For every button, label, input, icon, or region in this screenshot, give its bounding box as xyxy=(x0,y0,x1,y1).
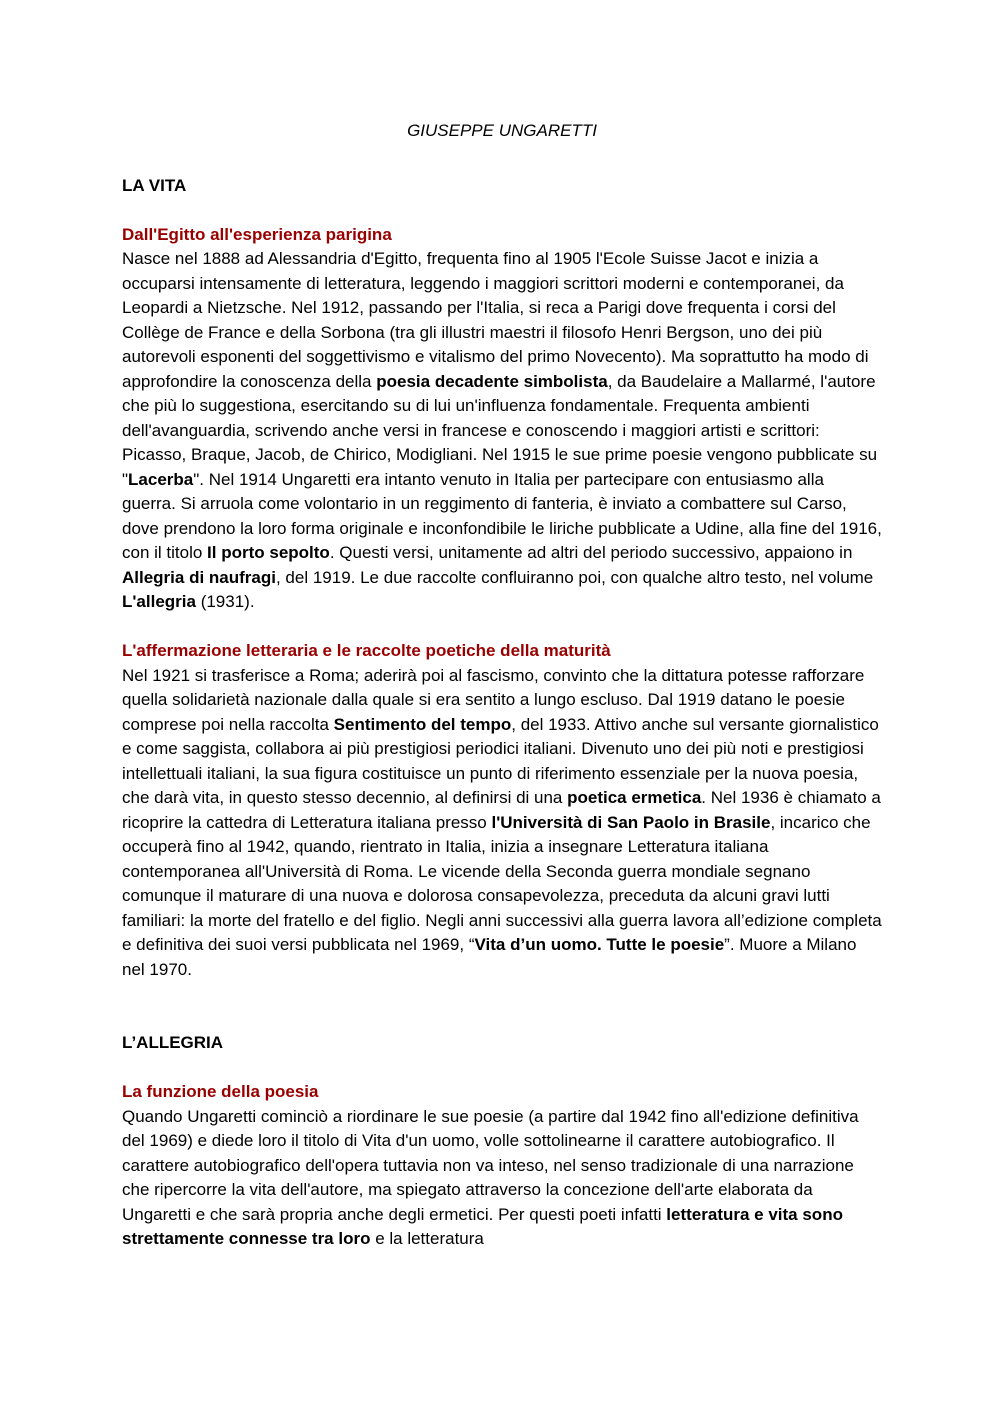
text-run: , del 1919. Le due raccolte confluiranno poi, con qualche altro testo, nel volume xyxy=(275,567,874,587)
bold-text: l'Università di San Paolo in Brasile xyxy=(491,812,771,832)
text-run: . Questi versi, unitamente ad altri del periodo successivo, appaiono in xyxy=(329,543,853,562)
paragraph-funzione-poesia xyxy=(122,1105,882,1252)
bold-text: L'allegria xyxy=(122,592,196,611)
subheading-affermazione: L'affermazione letteraria e le raccolte poetiche della maturità xyxy=(122,641,611,660)
bold-text: Lacerba xyxy=(128,469,194,489)
text-run: , incarico che occuperà fino al 1942, quando, rientrato in Italia, inizia a insegnare Letteratura italiana contemporanea all'Università di Roma. Le vicende della Seconda guerra mondiale segnano comunque il maturare di una nuova e dolorosa consapevolezza, preceduta da alcuni gravi lutti familiari: la morte del fratello e del figlio. Negli anni successivi alla guerra lavora all’edizione completa e definitiva dei suoi versi pubblicata nel 1969, “ xyxy=(122,812,882,954)
text-run: , da Baudelaire a Mallarmé, l'autore che più lo suggestiona, esercitando su di lui un'influenza fondamentale. Frequenta ambienti dell'avanguardia, scrivendo anche versi in francese e conoscendo i maggiori artisti e scrittori: Picasso, Braque, Jacob, de Chirico, Modigliani. Nel 1915 le sue prime poesie vengono pubblicate su " xyxy=(122,371,878,489)
bold-text: Il porto sepolto xyxy=(207,543,330,562)
section-heading-la-vita: LA VITA xyxy=(122,175,187,195)
text-run: , del 1933. Attivo anche sul versante giornalistico e come saggista, collabora ai più prestigiosi periodici italiani. Divenuto uno dei più noti e prestigiosi intellettuali italiani, la sua figura costituisce un punto di riferimento essenziale per la nuova poesia, che darà vita, in questo stesso decennio, al definirsi di una xyxy=(122,714,879,807)
document-title: GIUSEPPE UNGARETTI xyxy=(407,121,597,140)
text-run: Nel 1921 si trasferisce a Roma; aderirà poi al fascismo, convinto che la dittatura potesse rafforzare quella solidarietà nazionale dalla quale si era sentito a lungo escluso. Dal 1919 datano le poesie comprese poi nella raccolta xyxy=(122,665,865,734)
text-run: ". Nel 1914 Ungaretti era intanto venuto in Italia per partecipare con entusiasmo alla guerra. Si arruola come volontario in un reggimento di fanteria, è inviato a combattere sul Carso, dove prendono la loro forma originale e inconfondibile le liriche pubblicate a Udine, alla fine del 1916, con il titolo xyxy=(122,469,882,562)
bold-text: poetica ermetica xyxy=(567,788,702,807)
paragraph-affermazione xyxy=(122,664,882,983)
bold-text: Allegria di naufragi xyxy=(122,567,276,587)
bold-text: poesia decadente simbolista xyxy=(376,371,608,391)
bold-text: letteratura e vita sono strettamente connesse tra loro xyxy=(122,1204,843,1248)
subheading-egitto-parigi: Dall'Egitto all'esperienza parigina xyxy=(122,224,392,244)
text-run: ”. Muore a Milano nel 1970. xyxy=(122,935,857,979)
text-run: (1931). xyxy=(195,592,255,611)
document-body xyxy=(122,119,882,1252)
text-run: Quando Ungaretti cominciò a riordinare le sue poesie (a partire dal 1942 fino all'edizione definitiva del 1969) e diede loro il titolo di Vita d'un uomo, volle sottolinearne il carattere autobiografico. Il carattere autobiografico dell'opera tuttavia non va inteso, nel senso tradizionale di una narrazione che ripercorre la vita dell'autore, ma spiegato attraverso la concezione dell'arte elaborata da Ungaretti e che sarà propria anche degli ermetici. Per questi poeti infatti xyxy=(122,1106,859,1224)
section-heading-allegria: L’ALLEGRIA xyxy=(122,1033,224,1052)
text-run: Nasce nel 1888 ad Alessandria d'Egitto, frequenta fino al 1905 l'Ecole Suisse Jacot e inizia a occuparsi intensamente di letteratura, leggendo i maggiori scrittori moderni e contemporanei, da Leopardi a Nietzsche. Nel 1912, passando per l'Italia, si reca a Parigi dove frequenta i corsi del Collège de France e della Sorbona (tra gli illustri maestri il filosofo Henri Bergson, uno dei più autorevoli esponenti del soggettivismo e vitalismo del primo Novecento). Ma soprattutto ha modo di approfondire la conoscenza della xyxy=(122,249,869,391)
subheading-funzione-poesia: La funzione della poesia xyxy=(122,1082,319,1101)
text-run: e la letteratura xyxy=(370,1229,484,1248)
paragraph-egitto-parigi xyxy=(122,247,882,615)
text-run: . Nel 1936 è chiamato a ricoprire la cattedra di Letteratura italiana presso xyxy=(122,788,881,832)
bold-text: Sentimento del tempo xyxy=(333,714,512,734)
bold-text: Vita d’un uomo. Tutte le poesie xyxy=(474,935,725,954)
